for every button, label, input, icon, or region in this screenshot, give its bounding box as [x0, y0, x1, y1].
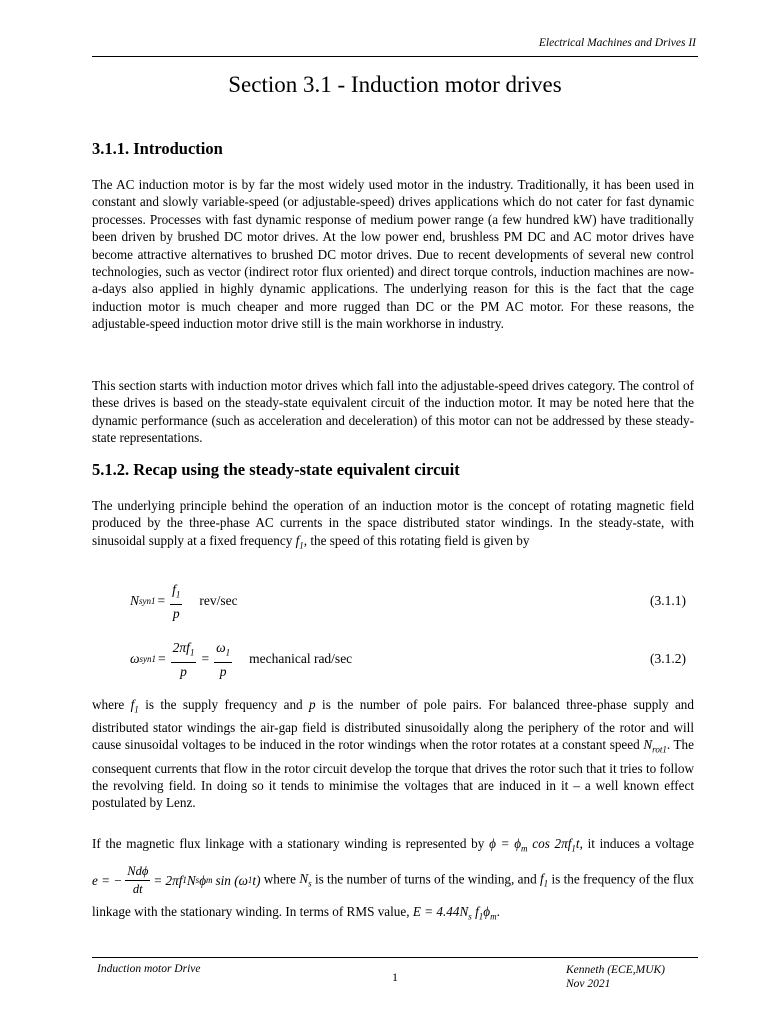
equation-3-1-1-fraction: $\frac{f_1}{p}$ — [172, 582, 181, 621]
equation-3-1-2-fraction-2: $\frac{\omega_1}{p}$ — [216, 640, 231, 679]
footer-author: Kenneth (ECE,MUK) — [566, 964, 666, 976]
intro-paragraph-2: This section starts with induction motor drives which fall into the adjustable-speed drives category. The control of these drives is based on the steady-state equivalent circuit of the induction motor. It may be noted here that the dynamic performance (such as acceleration and deceleration) of this motor can not be addressed by these steady-state representations. — [92, 378, 694, 446]
paragraph-flux-linkage: If the magnetic flux linkage with a stationary winding is represented by $\phi = \phi_m$ $\cos 2\pi f_1t$, it induces a voltage e = − $\frac{\text{Ndϕ}}{dt}$ = 2πf 1 N s ϕ m sin (ω 1 t) where $N_s$ is the number of turns of the winding, and $f_1$ is the frequency of the flux linkage with the stationary winding. In terms of RMS value, $E = 4.44N_s$ $f_1\phi_m$. — [92, 836, 695, 922]
footer-rule — [92, 957, 698, 958]
recap-heading: 5.1.2. Recap using the steady-state equivalent circuit — [92, 460, 460, 479]
page-number: 1 — [392, 970, 398, 984]
footer-author-block — [566, 963, 665, 991]
equation-3-1-1-math: N syn1 = $\frac{f_1}{p}$ rev/sec — [130, 582, 238, 621]
footer-date: Nov 2021 — [566, 978, 611, 990]
page-title: Section 3.1 - Induction motor drives — [228, 72, 562, 97]
equation-3-1-2 — [92, 639, 694, 679]
header-rule — [92, 56, 698, 57]
footer-left: Induction motor Drive — [97, 963, 201, 975]
equation-3-1-2-fraction-1: $\frac{2\pi f_1}{p}$ — [172, 640, 195, 679]
intro-heading: 3.1.1. Introduction — [92, 139, 223, 158]
flux-expression: $\phi = \phi_m$ $\cos 2\pi f_1t$ — [489, 836, 580, 854]
equation-3-1-1 — [92, 581, 694, 621]
equation-3-1-2-math: ω syn1 = $\frac{2\pi f_1}{p}$ = $\frac{\omega_1}{p}$ mechanical rad/sec — [130, 640, 353, 679]
rms-expression: $E = 4.44N_s$ $f_1\phi_m$ — [412, 903, 497, 922]
equation-3-1-2-number: (3.1.2) — [650, 651, 686, 666]
paragraph-pole-pairs: where $f_1$ is the supply frequency and p is the number of pole pairs. For balanced three-phase supply and distributed stator windings the air-gap field is distributed sinusoidally along the periphery of the rotor and will cause sinusoidal voltages to be induced in the rotor windings when the rotor rotates at a constant speed $N_{rot1}$. The consequent currents that flow in the rotor circuit develop the torque that drives the rotor such that it tries to follow the revolving field. In doing so it tends to minimise the voltages that are induced in it – a well known effect postulated by Lenz. — [92, 697, 695, 811]
running-header: Electrical Machines and Drives II — [538, 37, 696, 49]
equation-3-1-1-number: (3.1.1) — [650, 593, 686, 608]
recap-paragraph-1: The underlying principle behind the operation of an induction motor is the concept of rotating magnetic field produced by the three-phase AC currents in the space distributed stator windings. In the steady-state, with sinusoidal supply at a fixed frequency $f_1$, the speed of this rotating field is given by — [92, 498, 694, 551]
intro-paragraph-1: The AC induction motor is by far the most widely used motor in the industry. Traditionally, it has been used in constant and slowly variable-speed (or adjustable-speed) drives applications which do not cater for fast dynamic processes. Processes with fast dynamic response of medium power range (a few hundred kW) have traditionally been driven by brushed DC motor drives. At the low power end, brushless PM DC and AC motor drives have become attractive alternatives to brushed DC motor drives. Due to recent developments of several new control technologies, such as vector (indirect rotor flux oriented) and direct torque controls, induction machines are now-a-days also applied in highly dynamic applications. The underlying reason for this is the fact that the cage induction motor is much cheaper and more rugged than DC or the PM AC motor. For these reasons, the adjustable-speed induction motor drive still is the main workhorse in industry. — [92, 177, 694, 332]
voltage-expression: e = − $\frac{\text{Ndϕ}}{dt}$ = 2πf 1 N s ϕ m sin (ω 1 t) — [92, 863, 261, 896]
